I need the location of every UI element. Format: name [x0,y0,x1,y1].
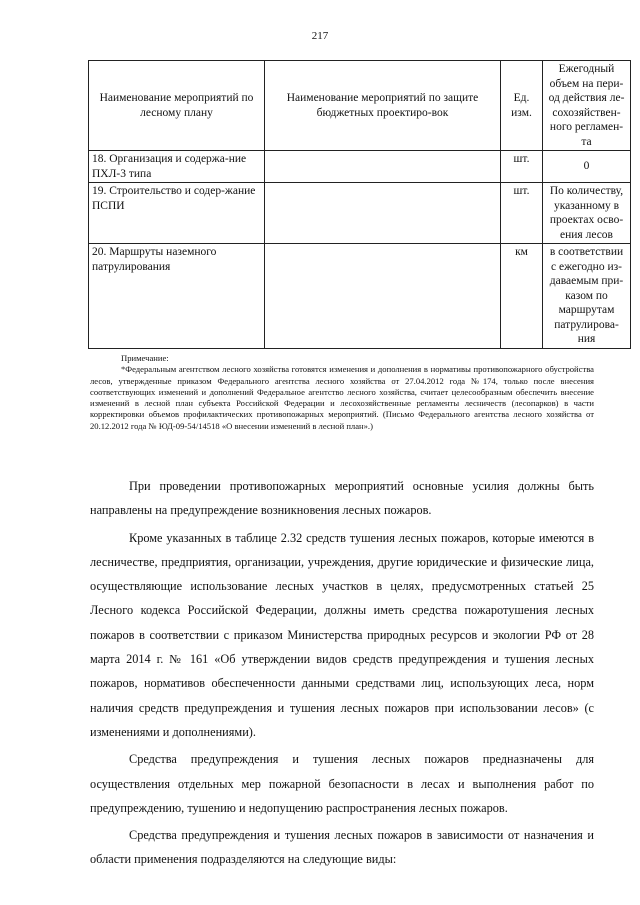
header-forest-plan: Наименование мероприятий по лесному плану [89,61,265,151]
row-volume: 0 [543,151,631,183]
row-name: 19. Строительство и содер-жание ПСПИ [89,183,265,244]
header-budget-measures: Наименование мероприятий по защите бюджетных проектиро-вок [265,61,501,151]
row-budget [265,183,501,244]
row-budget [265,151,501,183]
note-text: *Федеральным агентством лесного хозяйства готовятся изменения и дополнения в нормативы противопожарного обустройства лесов, утвержденные приказом Федерального агентства лесного хозяйства от 27.04.2012 года №174, только после внесения соответствующих изменений и дополнений Федеральное агентство лесного хозяйства, считает целесообразным обеспечить внесение изменений в лесной план субъекта Российской Федерации и лесохозяйственные регламенты лесничеств (лесопарков) в части корректировки объемов профилактических противопожарных мероприятий. (Письмо Федерального агентства лесного хозяйства от 20.12.2012 года № ЮД-09-54/14518 «О внесении изменений в лесной план».) [90,364,594,431]
table-row [89,183,631,244]
row-unit: шт. [501,151,543,183]
row-volume: По количеству, указанному в проектах осво-ения лесов [543,183,631,244]
paragraph: Средства предупреждения и тушения лесных пожаров предназначены для осуществления отдельных мер пожарной безопасности в лесах и выполнения работ по предупреждению, тушению и недопущению распространения лесных пожаров. [90,752,594,815]
table-header-row [89,61,631,151]
table-note [90,353,594,432]
table-row [89,244,631,349]
paragraph: Кроме указанных в таблице 2.32 средств тушения лесных пожаров, которые имеются в лесничестве, предприятия, организации, учреждения, другие юридические и физические лица, осуществляющие использование лесных участков в целях, предусмотренных статьей 25 Лесного кодекса Российской Федерации, должны иметь средства пожаротушения лесных пожаров в соответствии с приказом Министерства природных ресурсов и экологии РФ от 28 марта 2014 г. № 161 «Об утверждении видов средств предупреждения и тушения лесных пожаров, нормативов обеспеченности данными средствами лиц, использующих леса, норм наличия средств предупреждения и тушения лесных пожаров при использовании лесов» (с изменениями и дополнениями). [90,530,594,739]
note-title: Примечание: [121,353,169,363]
row-volume: в соответствии с ежегодно из-даваемым при-казом по маршрутам патрулирова-ния [543,244,631,349]
header-unit: Ед. изм. [501,61,543,151]
fire-measures-table [88,60,631,349]
row-name: 20. Маршруты наземного патрулирования [89,244,265,349]
page-number: 217 [311,30,329,42]
body-text [90,474,594,875]
row-unit: шт. [501,183,543,244]
row-name: 18. Организация и содержа-ние ПХЛ-3 типа [89,151,265,183]
row-unit: км [501,244,543,349]
header-annual-volume: Ежегодный объем на пери-од действия ле-сохозяйствен-ного регламен-та [543,61,631,151]
paragraph: При проведении противопожарных мероприятий основные усилия должны быть направлены на предупреждение возникновения лесных пожаров. [90,479,594,518]
row-budget [265,244,501,349]
table-row [89,151,631,183]
paragraph: Средства предупреждения и тушения лесных пожаров в зависимости от назначения и области применения подразделяются на следующие виды: [90,828,594,867]
